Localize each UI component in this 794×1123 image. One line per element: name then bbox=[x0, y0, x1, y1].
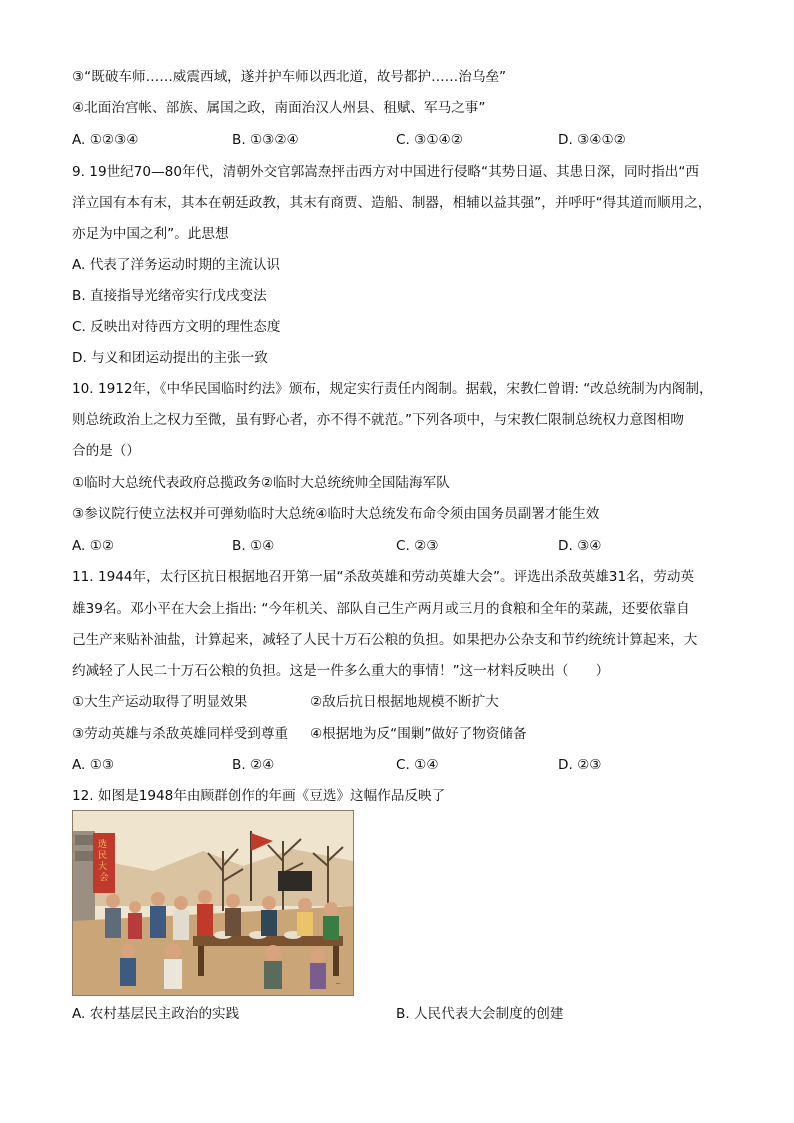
q11-item-1: ①大生产运动取得了明显效果 bbox=[72, 694, 248, 710]
q11-stem-line-4: 约减轻了人民二十万石公粮的负担。这是一件多么重大的事情！”这一材料反映出（ ） bbox=[72, 663, 610, 679]
svg-text:~: ~ bbox=[335, 980, 341, 988]
banner-text: 选 民 大 会 bbox=[98, 840, 109, 883]
q11-option-b[interactable]: B. ②④ bbox=[232, 757, 275, 773]
q8-option-a[interactable]: A. ①②③④ bbox=[72, 132, 139, 148]
q10-item-line-1: ①临时大总统代表政府总揽政务②临时大总统统帅全国陆海军队 bbox=[72, 475, 450, 491]
q8-item-3: ③“既破车师……威震西域，遂并护车师以西北道，故号都护……治乌垒” bbox=[72, 69, 507, 85]
q11-stem-line-3: 己生产来贴补油盐，计算起来，减轻了人民十万石公粮的负担。如果把办公杂支和节约统统计算起来，大 bbox=[72, 632, 698, 648]
q11-stem-line-1: 11. 1944年，太行区抗日根据地召开第一届“杀敌英雄和劳动英雄大会”。评选出杀敌英雄31名，劳动英 bbox=[72, 569, 695, 585]
q8-options bbox=[72, 131, 732, 149]
q10-stem-line-2: 则总统政治上之权力至微，虽有野心者，亦不得不就范。”下列各项中，与宋教仁限制总统权力意图相吻 bbox=[72, 412, 684, 428]
q11-option-a[interactable]: A. ①③ bbox=[72, 757, 115, 773]
blackboard bbox=[278, 871, 312, 891]
q11-item-2: ②敌后抗日根据地规模不断扩大 bbox=[310, 694, 499, 710]
q9-stem-line-3: 亦足为中国之利”。此思想 bbox=[72, 226, 229, 242]
q8-option-d[interactable]: D. ③④①② bbox=[558, 132, 626, 148]
q9-option-d[interactable]: D. 与义和团运动提出的主张一致 bbox=[72, 350, 268, 366]
q11-items-row-1 bbox=[72, 693, 732, 711]
q11-stem-line-2: 雄39名。邓小平在大会上指出: “今年机关、部队自己生产两月或三月的食粮和全年的菜蔬，还要依靠自 bbox=[72, 601, 690, 617]
q10-item-line-2: ③参议院行使立法权并可弹劾临时大总统④临时大总统发布命令须由国务员副署才能生效 bbox=[72, 506, 600, 522]
q11-items-row-2 bbox=[72, 725, 732, 743]
q12-option-b[interactable]: B. 人民代表大会制度的创建 bbox=[396, 1006, 564, 1022]
q8-option-c[interactable]: C. ③①④② bbox=[396, 132, 463, 148]
q11-options bbox=[72, 756, 732, 774]
q8-option-b[interactable]: B. ①③②④ bbox=[232, 132, 299, 148]
q9-option-b[interactable]: B. 直接指导光绪帝实行戊戌变法 bbox=[72, 288, 267, 304]
q11-item-3: ③劳动英雄与杀敌英雄同样受到尊重 bbox=[72, 726, 289, 742]
painting-illustration bbox=[73, 811, 353, 995]
q10-option-c[interactable]: C. ②③ bbox=[396, 538, 439, 554]
q8-item-4: ④北面治宫帐、部族、属国之政，南面治汉人州县、租赋、军马之事” bbox=[72, 100, 486, 116]
q12-stem: 12. 如图是1948年由顾群创作的年画《豆选》这幅作品反映了 bbox=[72, 788, 446, 804]
q10-option-b[interactable]: B. ①④ bbox=[232, 538, 275, 554]
q10-option-a[interactable]: A. ①② bbox=[72, 538, 115, 554]
q10-options bbox=[72, 537, 732, 555]
q10-option-d[interactable]: D. ③④ bbox=[558, 538, 602, 554]
q10-stem-line-1: 10. 1912年，《中华民国临时约法》颁布，规定实行责任内阁制。据载，宋教仁曾谓: “改总统制为内阁制， bbox=[72, 381, 713, 397]
q10-stem-line-3: 合的是（） bbox=[72, 443, 140, 459]
q11-option-c[interactable]: C. ①④ bbox=[396, 757, 439, 773]
q12-option-a[interactable]: A. 农村基层民主政治的实践 bbox=[72, 1006, 240, 1022]
douxuan-new-year-painting bbox=[72, 810, 354, 996]
q11-item-4: ④根据地为反“围剿”做好了物资储备 bbox=[310, 726, 527, 742]
q9-option-c[interactable]: C. 反映出对待西方文明的理性态度 bbox=[72, 319, 281, 335]
q12-options bbox=[72, 1005, 732, 1023]
q9-stem-line-2: 洋立国有本有末，其本在朝廷政教，其末有商贾、造船、制器，相辅以益其强”，并呼吁“得其道而顺用之， bbox=[72, 195, 712, 211]
q11-option-d[interactable]: D. ②③ bbox=[558, 757, 602, 773]
q9-stem-line-1: 9. 19世纪70—80年代，清朝外交官郭嵩焘抨击西方对中国进行侵略“其势日逼、其患日深，同时指出“西 bbox=[72, 164, 700, 180]
q9-option-a[interactable]: A. 代表了洋务运动时期的主流认识 bbox=[72, 257, 281, 273]
